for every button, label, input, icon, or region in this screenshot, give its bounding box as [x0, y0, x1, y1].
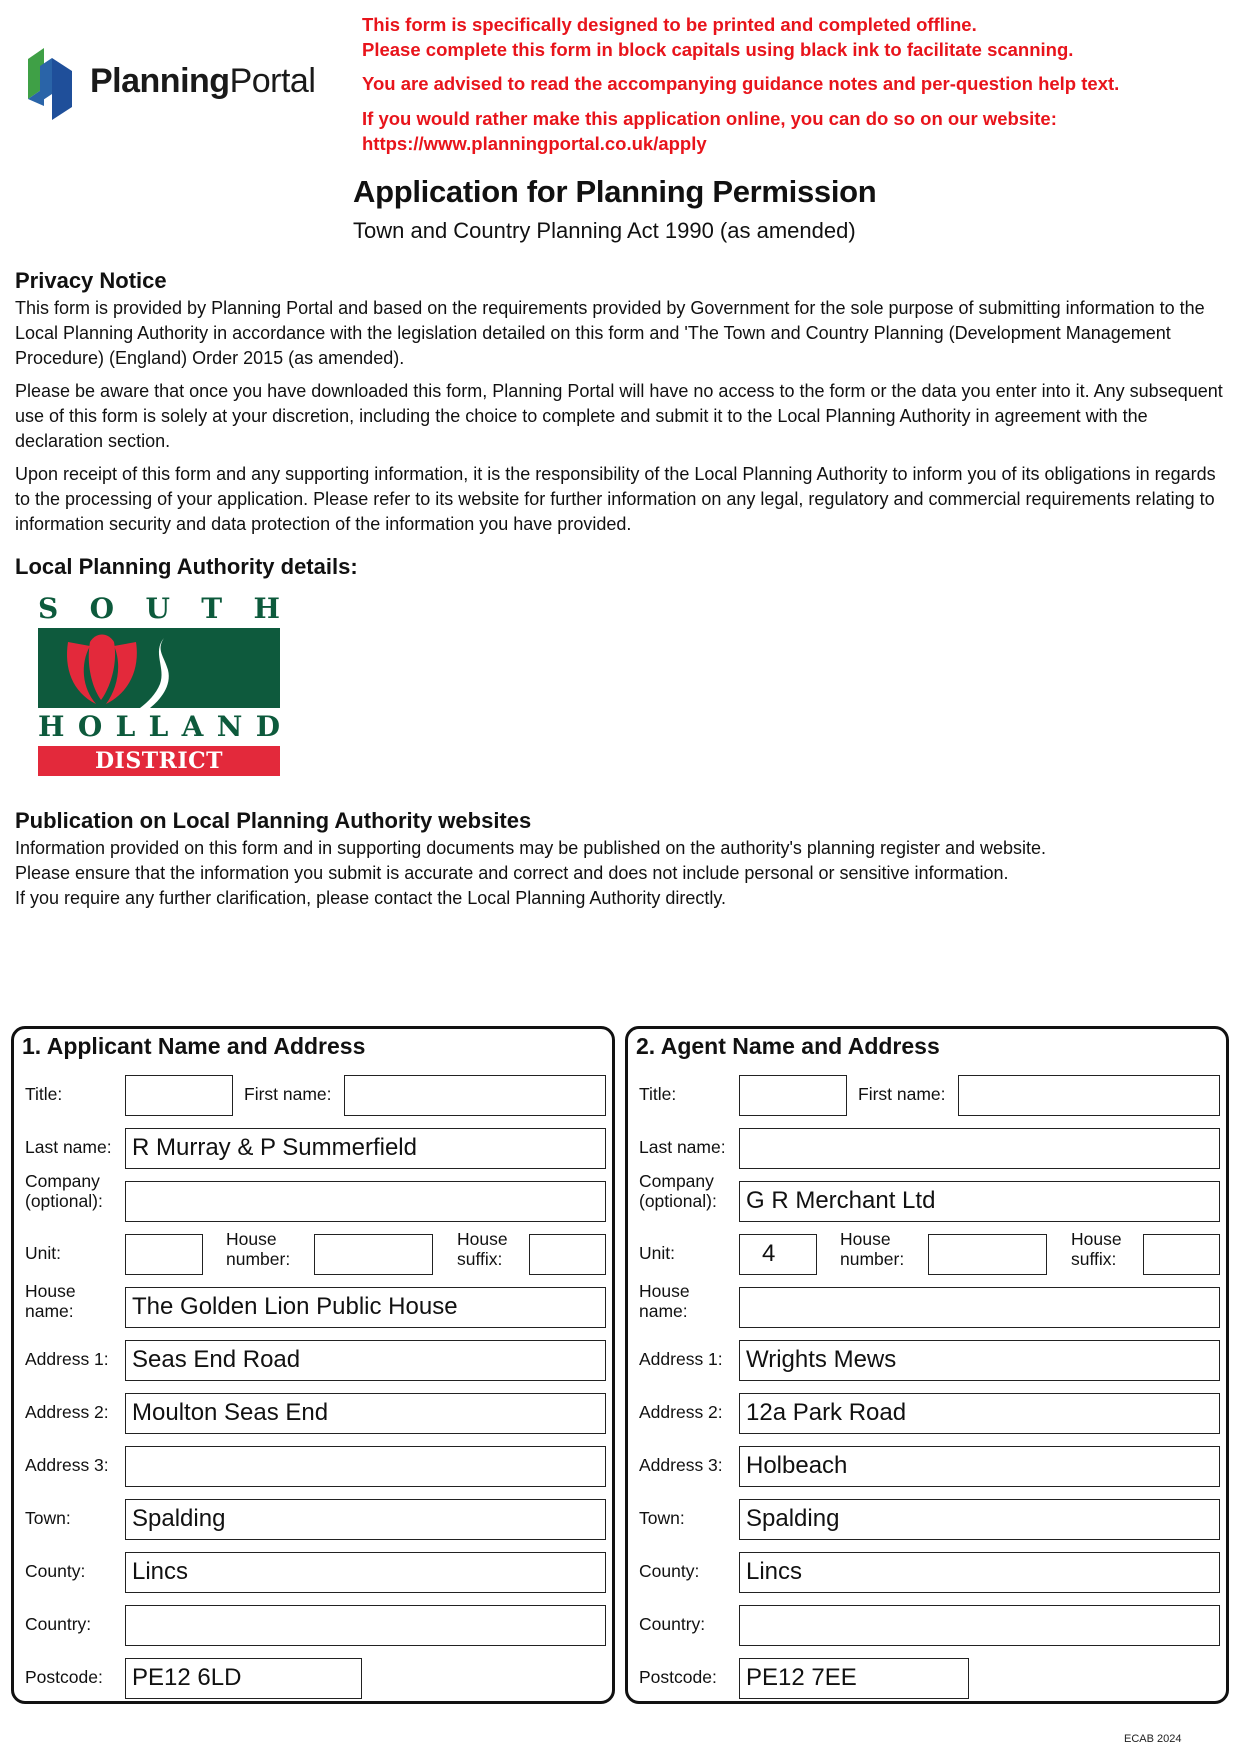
privacy-paragraph: Upon receipt of this form and any supporting information, it is the responsibility of the Local Planning Authority to inform you of its obligations in regards to the processing of your application. Please refer to its website for further information on any legal, regulatory and commercial requirements relating to information security and data protection of the information you have provided.	[15, 464, 1216, 534]
logo-letter: H	[253, 592, 280, 625]
agent-country-field[interactable]	[739, 1605, 1220, 1646]
publication-line: Information provided on this form and in supporting documents may be published on the authority's planning register and website.	[15, 838, 1047, 858]
address3-label: Address 3:	[25, 1455, 109, 1475]
applicant-house-suffix-field[interactable]	[529, 1234, 606, 1275]
agent-last-name-field[interactable]	[739, 1128, 1220, 1169]
logo-letter: O	[77, 710, 103, 743]
privacy-paragraph: This form is provided by Planning Portal and based on the requirements provided by Government for the sole purpose of submitting information to the Local Planning Authority in accordance with the legislation detailed on this form and 'The Town and Country Planning (Development Management Procedure) (England) Order 2015 (as amended).	[15, 298, 1205, 368]
county-label: County:	[25, 1561, 86, 1581]
agent-section-heading: 2. Agent Name and Address	[636, 1033, 940, 1059]
unit-label: Unit:	[25, 1243, 61, 1263]
logo-district-council: DISTRICT COUNCIL	[38, 746, 280, 776]
publication-line: Please ensure that the information you submit is accurate and correct and does not include personal or sensitive information.	[15, 863, 1009, 883]
title-label: Title:	[25, 1084, 63, 1104]
house-name-label: House name:	[25, 1281, 76, 1321]
logo-letter: L	[115, 710, 136, 743]
apply-link[interactable]: https://www.planningportal.co.uk/apply	[362, 133, 707, 154]
logo-green-band	[38, 628, 280, 708]
logo-letter: O	[89, 592, 115, 625]
house-name-label: House name:	[639, 1281, 690, 1321]
online-notice: If you would rather make this application online, you can do so on our website:	[362, 108, 1057, 129]
planning-portal-logo	[12, 44, 316, 120]
unit-label: Unit:	[639, 1243, 675, 1263]
house-number-label: House number:	[226, 1229, 291, 1269]
house-number-label: House number:	[840, 1229, 905, 1269]
agent-section	[625, 1026, 1229, 1704]
county-label: County:	[639, 1561, 700, 1581]
tulip-icon	[38, 628, 280, 708]
logo-letter: D	[255, 710, 280, 743]
house-suffix-label: House suffix:	[1071, 1229, 1122, 1269]
logo-letter: T	[201, 592, 223, 625]
guidance-notice: You are advised to read the accompanying guidance notes and per-question help text.	[362, 73, 1120, 94]
agent-postcode-field[interactable]: PE12 7EE	[739, 1658, 969, 1699]
page-title: Application for Planning Permission	[353, 174, 877, 209]
address2-label: Address 2:	[639, 1402, 723, 1422]
company-label: Company (optional):	[639, 1171, 717, 1211]
applicant-first-name-field[interactable]	[344, 1075, 606, 1116]
postcode-label: Postcode:	[639, 1667, 717, 1687]
address1-label: Address 1:	[25, 1349, 109, 1369]
title-label: Title:	[639, 1084, 677, 1104]
applicant-house-name-field[interactable]: The Golden Lion Public House	[125, 1287, 606, 1328]
page-subtitle: Town and Country Planning Act 1990 (as amended)	[353, 218, 856, 243]
logo-word-holland	[38, 710, 280, 743]
logo-letter: L	[148, 710, 169, 743]
applicant-last-name-field[interactable]: R Murray & P Summerfield	[125, 1128, 606, 1169]
privacy-notice-heading: Privacy Notice	[15, 268, 167, 293]
agent-address1-field[interactable]: Wrights Mews	[739, 1340, 1220, 1381]
agent-address2-field[interactable]: 12a Park Road	[739, 1393, 1220, 1434]
country-label: Country:	[639, 1614, 706, 1634]
applicant-country-field[interactable]	[125, 1605, 606, 1646]
applicant-house-number-field[interactable]	[314, 1234, 433, 1275]
logo-letter: N	[216, 710, 243, 743]
applicant-title-field[interactable]	[125, 1075, 233, 1116]
house-suffix-label: House suffix:	[457, 1229, 508, 1269]
agent-first-name-field[interactable]	[958, 1075, 1220, 1116]
logo-letter: A	[181, 710, 204, 743]
logo-letter: S	[38, 592, 59, 625]
address3-label: Address 3:	[639, 1455, 723, 1475]
first-name-label: First name:	[858, 1084, 946, 1104]
publication-line: If you require any further clarification, please contact the Local Planning Authority directly.	[15, 888, 727, 908]
form-code: ECAB 2024	[1124, 1733, 1182, 1745]
applicant-section	[11, 1026, 615, 1704]
town-label: Town:	[25, 1508, 71, 1528]
logo-letter: U	[145, 592, 170, 625]
privacy-paragraph: Please be aware that once you have downloaded this form, Planning Portal will have no access to the form or the data you enter into it. Any subsequent use of this form is solely at your discretion, including the choice to complete and submit it to the Local Planning Authority in agreement with the declaration section.	[15, 381, 1223, 451]
publication-heading: Publication on Local Planning Authority websites	[15, 808, 532, 833]
planning-portal-logo-icon	[12, 44, 82, 120]
logo-word-south	[38, 592, 280, 625]
south-holland-council-logo	[38, 592, 280, 804]
privacy-notice-body	[15, 296, 1230, 545]
agent-unit-field[interactable]: 4	[739, 1234, 817, 1275]
agent-house-suffix-field[interactable]	[1143, 1234, 1220, 1275]
agent-house-number-field[interactable]	[928, 1234, 1047, 1275]
country-label: Country:	[25, 1614, 92, 1634]
agent-company-field[interactable]: G R Merchant Ltd	[739, 1181, 1220, 1222]
agent-house-name-field[interactable]	[739, 1287, 1220, 1328]
applicant-section-heading: 1. Applicant Name and Address	[22, 1033, 366, 1059]
applicant-unit-field[interactable]	[125, 1234, 203, 1275]
applicant-county-field[interactable]: Lincs	[125, 1552, 606, 1593]
address2-label: Address 2:	[25, 1402, 109, 1422]
agent-address3-field[interactable]: Holbeach	[739, 1446, 1220, 1487]
first-name-label: First name:	[244, 1084, 332, 1104]
logo-letter: H	[38, 710, 65, 743]
publication-body	[15, 836, 1230, 911]
agent-town-field[interactable]: Spalding	[739, 1499, 1220, 1540]
planning-portal-wordmark: PlanningPortal	[90, 62, 316, 100]
applicant-address1-field[interactable]: Seas End Road	[125, 1340, 606, 1381]
offline-notice: This form is specifically designed to be printed and completed offline.	[362, 14, 977, 35]
address1-label: Address 1:	[639, 1349, 723, 1369]
applicant-address3-field[interactable]	[125, 1446, 606, 1487]
applicant-address2-field[interactable]: Moulton Seas End	[125, 1393, 606, 1434]
last-name-label: Last name:	[25, 1137, 112, 1157]
last-name-label: Last name:	[639, 1137, 726, 1157]
agent-county-field[interactable]: Lincs	[739, 1552, 1220, 1593]
applicant-town-field[interactable]: Spalding	[125, 1499, 606, 1540]
block-capitals-notice: Please complete this form in block capitals using black ink to facilitate scanning.	[362, 39, 1074, 60]
postcode-label: Postcode:	[25, 1667, 103, 1687]
applicant-postcode-field[interactable]: PE12 6LD	[125, 1658, 362, 1699]
company-label: Company (optional):	[25, 1171, 103, 1211]
agent-title-field[interactable]	[739, 1075, 847, 1116]
town-label: Town:	[639, 1508, 685, 1528]
applicant-company-field[interactable]	[125, 1181, 606, 1222]
lpa-details-heading: Local Planning Authority details:	[15, 554, 358, 579]
